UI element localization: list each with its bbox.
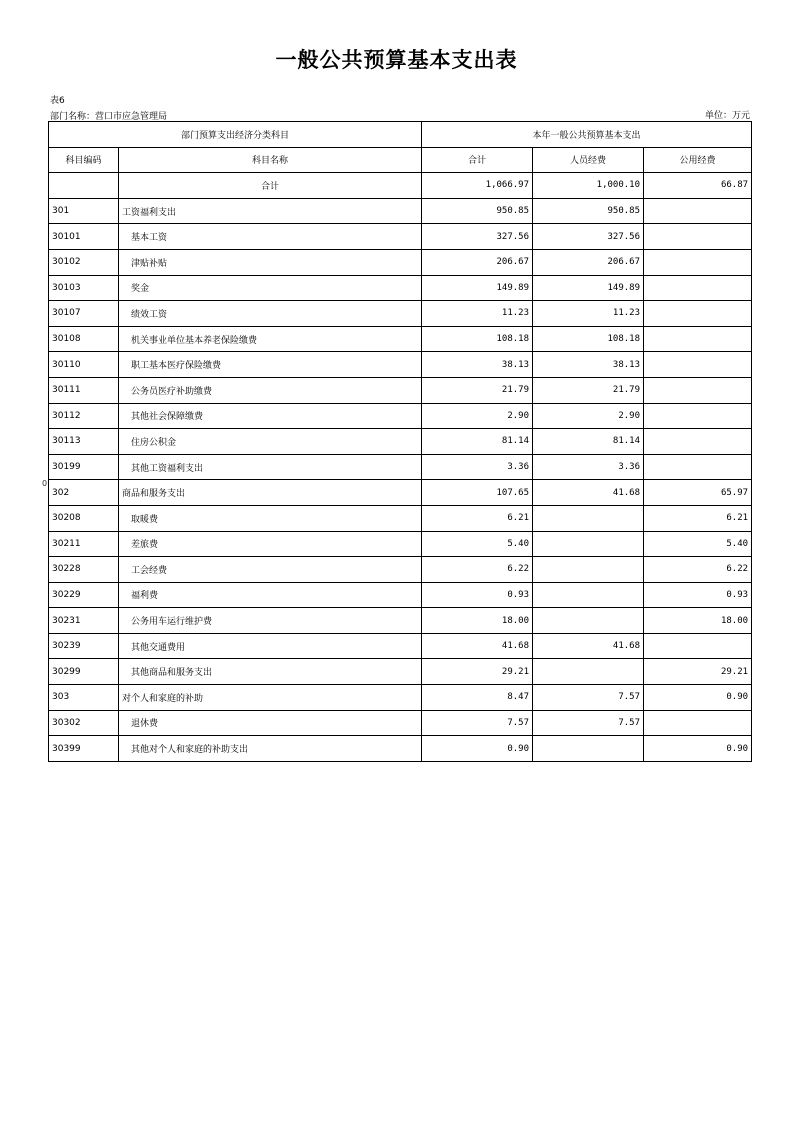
row-name: 公务员医疗补助缴费 — [119, 377, 422, 403]
row-personnel — [533, 531, 644, 557]
row-public — [644, 326, 752, 352]
row-total: 7.57 — [422, 710, 533, 736]
row-name: 基本工资 — [119, 224, 422, 250]
page-title: 一般公共预算基本支出表 — [275, 48, 518, 72]
row-name: 工资福利支出 — [119, 198, 422, 224]
row-total: 327.56 — [422, 224, 533, 250]
row-personnel: 11.23 — [533, 301, 644, 327]
row-name: 退休费 — [119, 710, 422, 736]
unit-label: 单位：万元 — [704, 111, 750, 121]
total-row — [49, 173, 752, 199]
table-row — [49, 557, 752, 583]
row-personnel: 21.79 — [533, 377, 644, 403]
row-total: 6.21 — [422, 505, 533, 531]
row-total: 6.22 — [422, 557, 533, 583]
row-personnel: 149.89 — [533, 275, 644, 301]
total-code — [49, 173, 119, 199]
row-total: 18.00 — [422, 608, 533, 634]
row-total: 11.23 — [422, 301, 533, 327]
row-public — [644, 275, 752, 301]
row-public — [644, 377, 752, 403]
row-personnel: 38.13 — [533, 352, 644, 378]
row-name: 职工基本医疗保险缴费 — [119, 352, 422, 378]
row-code: 30103 — [49, 275, 119, 301]
row-total: 3.36 — [422, 454, 533, 480]
row-public: 29.21 — [644, 659, 752, 685]
row-code: 301 — [49, 198, 119, 224]
table-row — [49, 736, 752, 762]
row-public — [644, 352, 752, 378]
table-row — [49, 403, 752, 429]
row-personnel: 206.67 — [533, 249, 644, 275]
row-public — [644, 710, 752, 736]
row-public: 18.00 — [644, 608, 752, 634]
row-name: 对个人和家庭的补助 — [119, 685, 422, 711]
row-code: 30102 — [49, 249, 119, 275]
row-personnel: 41.68 — [533, 633, 644, 659]
row-code: 30112 — [49, 403, 119, 429]
row-public: 65.97 — [644, 480, 752, 506]
row-total: 8.47 — [422, 685, 533, 711]
row-code: 30302 — [49, 710, 119, 736]
header-group-row — [49, 122, 752, 148]
row-code: 30111 — [49, 377, 119, 403]
total-name: 合计 — [119, 173, 422, 199]
row-personnel: 108.18 — [533, 326, 644, 352]
row-total: 41.68 — [422, 633, 533, 659]
row-personnel: 2.90 — [533, 403, 644, 429]
row-name: 绩效工资 — [119, 301, 422, 327]
row-code: 30239 — [49, 633, 119, 659]
row-name: 其他对个人和家庭的补助支出 — [119, 736, 422, 762]
row-name: 住房公积金 — [119, 429, 422, 455]
row-code: 30231 — [49, 608, 119, 634]
budget-table — [48, 121, 752, 762]
row-personnel — [533, 582, 644, 608]
row-personnel: 81.14 — [533, 429, 644, 455]
row-name: 工会经费 — [119, 557, 422, 583]
row-personnel: 7.57 — [533, 710, 644, 736]
row-public: 0.90 — [644, 736, 752, 762]
row-total: 107.65 — [422, 480, 533, 506]
row-name: 福利费 — [119, 582, 422, 608]
row-code: 30101 — [49, 224, 119, 250]
table-row — [49, 608, 752, 634]
row-total: 149.89 — [422, 275, 533, 301]
table-row — [49, 685, 752, 711]
table-row — [49, 531, 752, 557]
row-public: 0.90 — [644, 685, 752, 711]
table-row — [49, 352, 752, 378]
row-personnel — [533, 557, 644, 583]
row-code: 30108 — [49, 326, 119, 352]
row-total: 38.13 — [422, 352, 533, 378]
row-total: 108.18 — [422, 326, 533, 352]
row-total: 0.93 — [422, 582, 533, 608]
row-code: 30229 — [49, 582, 119, 608]
row-name: 奖金 — [119, 275, 422, 301]
row-total: 950.85 — [422, 198, 533, 224]
row-code: 30399 — [49, 736, 119, 762]
table-row — [49, 224, 752, 250]
row-name: 其他交通费用 — [119, 633, 422, 659]
row-personnel — [533, 505, 644, 531]
row-total: 206.67 — [422, 249, 533, 275]
row-public — [644, 429, 752, 455]
row-total: 21.79 — [422, 377, 533, 403]
header-group-left: 部门预算支出经济分类科目 — [49, 122, 422, 148]
total-total: 1,066.97 — [422, 173, 533, 199]
row-personnel — [533, 659, 644, 685]
table-row — [49, 454, 752, 480]
row-name: 公务用车运行维护费 — [119, 608, 422, 634]
row-personnel: 950.85 — [533, 198, 644, 224]
row-name: 机关事业单位基本养老保险缴费 — [119, 326, 422, 352]
row-name: 津贴补贴 — [119, 249, 422, 275]
row-code: 30211 — [49, 531, 119, 557]
table-row — [49, 198, 752, 224]
table-number: 表6 — [50, 96, 65, 106]
row-total: 2.90 — [422, 403, 533, 429]
row-code: 303 — [49, 685, 119, 711]
row-name: 其他社会保障缴费 — [119, 403, 422, 429]
header-total: 合计 — [422, 147, 533, 173]
table-row — [49, 377, 752, 403]
row-personnel: 7.57 — [533, 685, 644, 711]
department-name: 部门名称：营口市应急管理局 — [50, 112, 168, 122]
row-public: 5.40 — [644, 531, 752, 557]
table-row — [49, 301, 752, 327]
header-personnel: 人员经费 — [533, 147, 644, 173]
table-row — [49, 582, 752, 608]
row-public — [644, 249, 752, 275]
row-public: 0.93 — [644, 582, 752, 608]
row-total: 29.21 — [422, 659, 533, 685]
row-public — [644, 454, 752, 480]
total-public: 66.87 — [644, 173, 752, 199]
row-public — [644, 198, 752, 224]
row-code: 30199 — [49, 454, 119, 480]
header-group-right: 本年一般公共预算基本支出 — [422, 122, 752, 148]
table-row — [49, 480, 752, 506]
row-name: 商品和服务支出 — [119, 480, 422, 506]
row-personnel: 41.68 — [533, 480, 644, 506]
row-code: 30110 — [49, 352, 119, 378]
row-name: 其他工资福利支出 — [119, 454, 422, 480]
row-code: 30208 — [49, 505, 119, 531]
row-public — [644, 633, 752, 659]
row-total: 5.40 — [422, 531, 533, 557]
table-row — [49, 710, 752, 736]
row-personnel: 3.36 — [533, 454, 644, 480]
row-code: 30107 — [49, 301, 119, 327]
row-public — [644, 301, 752, 327]
row-personnel — [533, 736, 644, 762]
table-row — [49, 659, 752, 685]
table-row — [49, 633, 752, 659]
row-name: 差旅费 — [119, 531, 422, 557]
header-column-row — [49, 147, 752, 173]
header-code: 科目编码 — [49, 147, 119, 173]
row-code: 30113 — [49, 429, 119, 455]
header-public: 公用经费 — [644, 147, 752, 173]
row-name: 其他商品和服务支出 — [119, 659, 422, 685]
row-public — [644, 403, 752, 429]
row-public: 6.21 — [644, 505, 752, 531]
row-total: 81.14 — [422, 429, 533, 455]
header-name: 科目名称 — [119, 147, 422, 173]
table-row — [49, 429, 752, 455]
table-row — [49, 275, 752, 301]
total-personnel: 1,000.10 — [533, 173, 644, 199]
row-code: 30299 — [49, 659, 119, 685]
table-row — [49, 505, 752, 531]
row-code: 30228 — [49, 557, 119, 583]
side-mark: 0 — [42, 479, 48, 488]
table-row — [49, 249, 752, 275]
row-total: 0.90 — [422, 736, 533, 762]
row-code: 302 — [49, 480, 119, 506]
row-public: 6.22 — [644, 557, 752, 583]
row-public — [644, 224, 752, 250]
row-name: 取暖费 — [119, 505, 422, 531]
table-row — [49, 326, 752, 352]
row-personnel — [533, 608, 644, 634]
row-personnel: 327.56 — [533, 224, 644, 250]
